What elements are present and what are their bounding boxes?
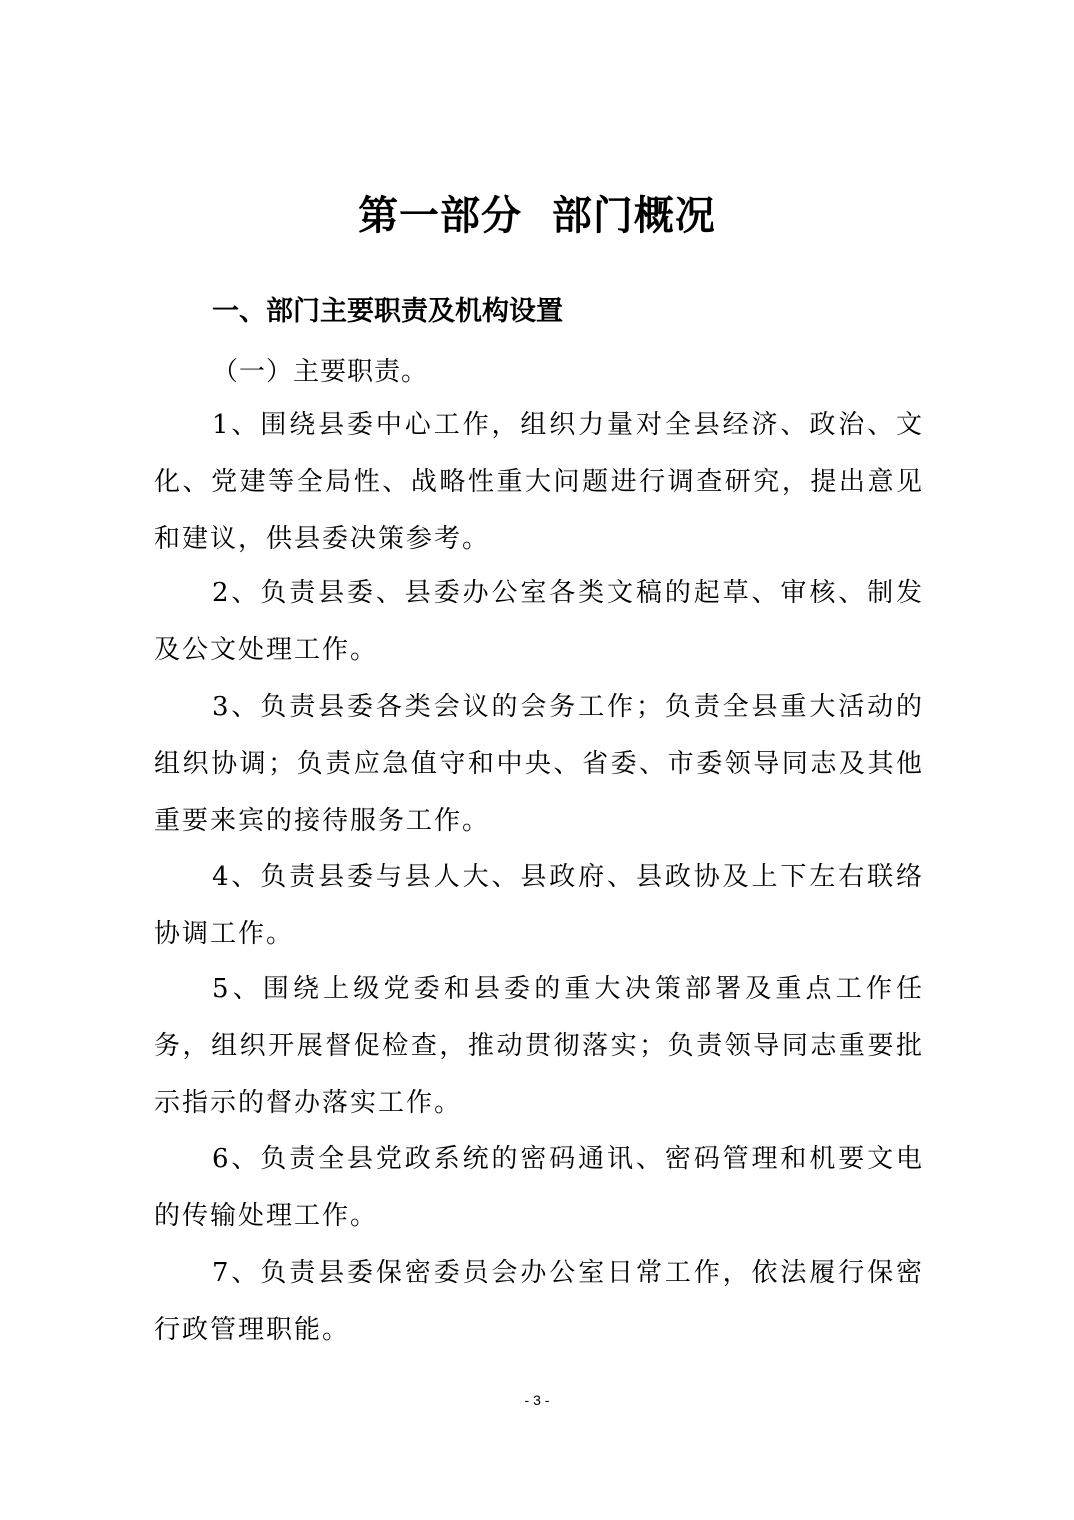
sub-heading: （一）主要职责。 [212, 357, 429, 387]
duty-paragraph-2: 2、负责县委、县委办公室各类文稿的起草、审核、制发及公文处理工作。 [154, 578, 924, 665]
page-number: - 3 - [524, 1392, 550, 1408]
duty-paragraph-4: 4、负责县委与县人大、县政府、县政协及上下左右联络协调工作。 [154, 862, 924, 949]
duty-paragraph-3: 3、负责县委各类会议的会务工作；负责全县重大活动的组织协调；负责应急值守和中央、省委、市委领导同志及其他重要来宾的接待服务工作。 [154, 692, 924, 836]
duty-paragraph-1: 1、围绕县委中心工作，组织力量对全县经济、政治、文化、党建等全局性、战略性重大问题进行调查研究，提出意见和建议，供县委决策参考。 [154, 410, 924, 554]
duty-paragraph-7: 7、负责县委保密委员会办公室日常工作，依法履行保密行政管理职能。 [154, 1258, 924, 1345]
duty-paragraph-5: 5、围绕上级党委和县委的重大决策部署及重点工作任务，组织开展督促检查，推动贯彻落实；负责领导同志重要批示指示的督办落实工作。 [154, 974, 924, 1118]
section-heading: 一、部门主要职责及机构设置 [212, 296, 563, 327]
duty-paragraph-6: 6、负责全县党政系统的密码通讯、密码管理和机要文电的传输处理工作。 [154, 1144, 924, 1231]
page-title: 第一部分 部门概况 [358, 192, 716, 239]
